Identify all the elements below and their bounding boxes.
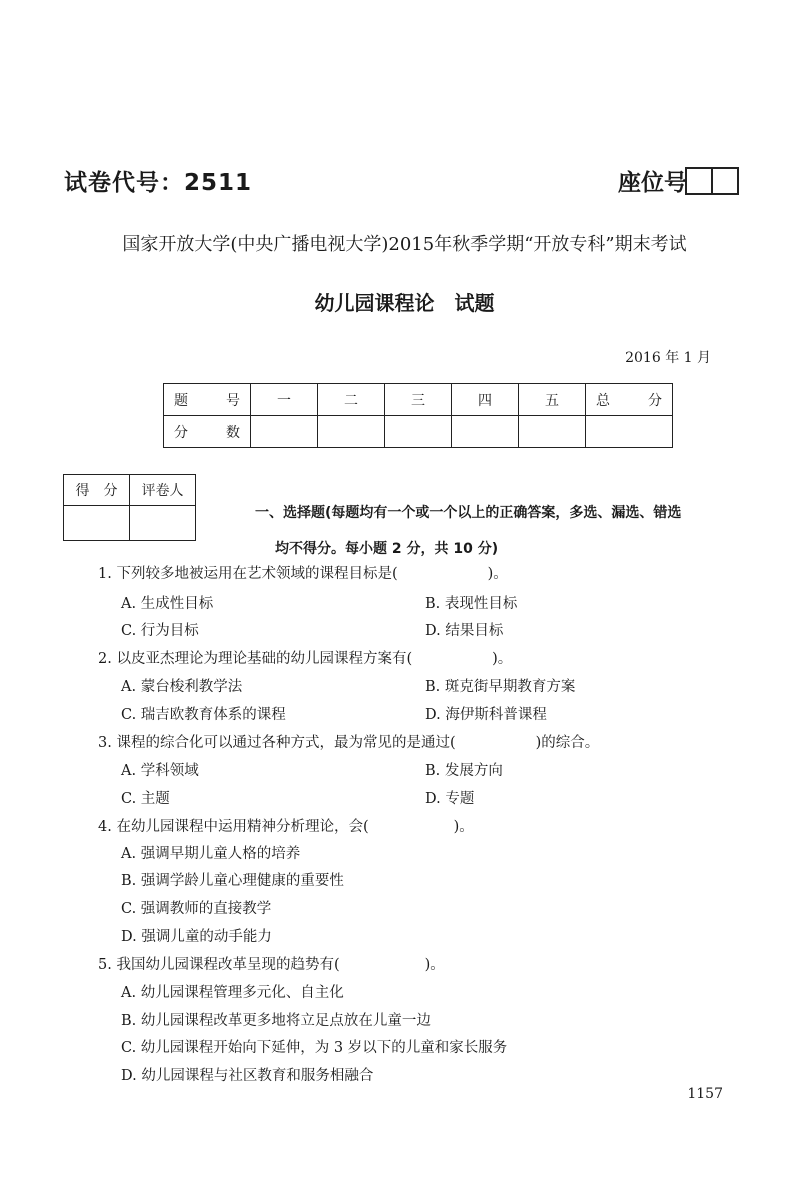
- option-c: C. 幼儿园课程开始向下延伸，为 3 岁以下的儿童和家长服务: [121, 1040, 508, 1056]
- score-table-score-row: [164, 416, 673, 448]
- option-b: B. 表现性目标: [425, 596, 518, 612]
- option-d: D. 专题: [425, 791, 475, 807]
- score-header-cell: 题 号: [164, 384, 251, 416]
- question-stem-text: 4. 在幼儿园课程中运用精神分析理论，会(: [98, 819, 369, 835]
- option-b: B. 斑克街早期教育方案: [425, 679, 576, 695]
- option-a: A. 生成性目标: [121, 596, 214, 612]
- question-stem-text: 3. 课程的综合化可以通过各种方式，最为常见的是通过(: [98, 735, 456, 751]
- option-c: C. 主题: [121, 791, 170, 807]
- question-stem-text: 5. 我国幼儿园课程改革呈现的趋势有(: [98, 957, 340, 973]
- question-3-stem: [98, 731, 599, 752]
- question-4-stem: [98, 815, 474, 836]
- option-a: A. 蒙台梭利教学法: [121, 679, 243, 695]
- question-1-stem: [98, 562, 508, 583]
- question-stem-text: 1. 下列较多地被运用在艺术领域的课程目标是(: [98, 566, 398, 582]
- option-b: B. 发展方向: [425, 763, 503, 779]
- section-heading-line-1: 一、选择题(每题均有一个或一个以上的正确答案，多选、漏选、错选: [255, 505, 682, 521]
- option-b: B. 幼儿园课程改革更多地将立足点放在儿童一边: [121, 1013, 431, 1029]
- score-header-cell: 一: [251, 384, 318, 416]
- exam-date: 2016 年 1 月: [625, 350, 711, 366]
- option-b: B. 强调学龄儿童心理健康的重要性: [121, 873, 344, 889]
- score-header-cell: 总 分: [586, 384, 673, 416]
- question-stem-text: 2. 以皮亚杰理论为理论基础的幼儿园课程方案有(: [98, 651, 413, 667]
- seat-number: [618, 164, 739, 197]
- score-cell[interactable]: [452, 416, 519, 448]
- seat-box-2: [711, 167, 739, 195]
- score-cell[interactable]: [385, 416, 452, 448]
- score-cell[interactable]: [586, 416, 673, 448]
- grader-header-row: [64, 475, 196, 506]
- seat-label: 座位号: [618, 170, 687, 196]
- option-c: C. 瑞吉欧教育体系的课程: [121, 707, 286, 723]
- option-a: A. 幼儿园课程管理多元化、自主化: [121, 985, 344, 1001]
- option-d: D. 强调儿童的动手能力: [121, 929, 272, 945]
- section-heading-line-2: 均不得分。每小题 2 分，共 10 分): [275, 541, 499, 557]
- question-stem-tail: )。: [492, 651, 513, 667]
- question-5-stem: [98, 953, 445, 974]
- score-header-cell: 五: [519, 384, 586, 416]
- question-stem-tail: )的综合。: [535, 735, 600, 751]
- page-number: 1157: [687, 1086, 723, 1102]
- question-2-stem: [98, 647, 512, 668]
- option-c: C. 强调教师的直接教学: [121, 901, 272, 917]
- option-d: D. 海伊斯科普课程: [425, 707, 547, 723]
- question-stem-tail: )。: [453, 819, 474, 835]
- score-row-label: 分 数: [164, 416, 251, 448]
- section-heading: [255, 495, 745, 567]
- seat-box-1: [685, 167, 713, 195]
- grader-name-cell[interactable]: [130, 506, 196, 541]
- score-header-cell: 四: [452, 384, 519, 416]
- score-table: [163, 383, 673, 448]
- question-stem-tail: )。: [487, 566, 508, 582]
- score-header-cell: 二: [318, 384, 385, 416]
- score-header-cell: 三: [385, 384, 452, 416]
- subject-title: 幼儿园课程论 试题: [314, 291, 495, 315]
- grader-score-cell[interactable]: [64, 506, 130, 541]
- option-c: C. 行为目标: [121, 623, 199, 639]
- score-cell[interactable]: [251, 416, 318, 448]
- option-a: A. 强调早期儿童人格的培养: [121, 846, 301, 862]
- grader-header-cell: 得 分: [64, 475, 130, 506]
- paper-code: 试卷代号：2511: [64, 170, 253, 196]
- exam-title: 国家开放大学(中央广播电视大学)2015年秋季学期“开放专科”期末考试: [122, 234, 687, 255]
- option-a: A. 学科领域: [121, 763, 199, 779]
- grader-blank-row: [64, 506, 196, 541]
- option-d: D. 幼儿园课程与社区教育和服务相融合: [121, 1068, 374, 1084]
- question-stem-tail: )。: [424, 957, 445, 973]
- score-cell[interactable]: [519, 416, 586, 448]
- score-cell[interactable]: [318, 416, 385, 448]
- grader-table: [63, 474, 196, 541]
- grader-header-cell: 评卷人: [130, 475, 196, 506]
- score-table-header-row: [164, 384, 673, 416]
- option-d: D. 结果目标: [425, 623, 504, 639]
